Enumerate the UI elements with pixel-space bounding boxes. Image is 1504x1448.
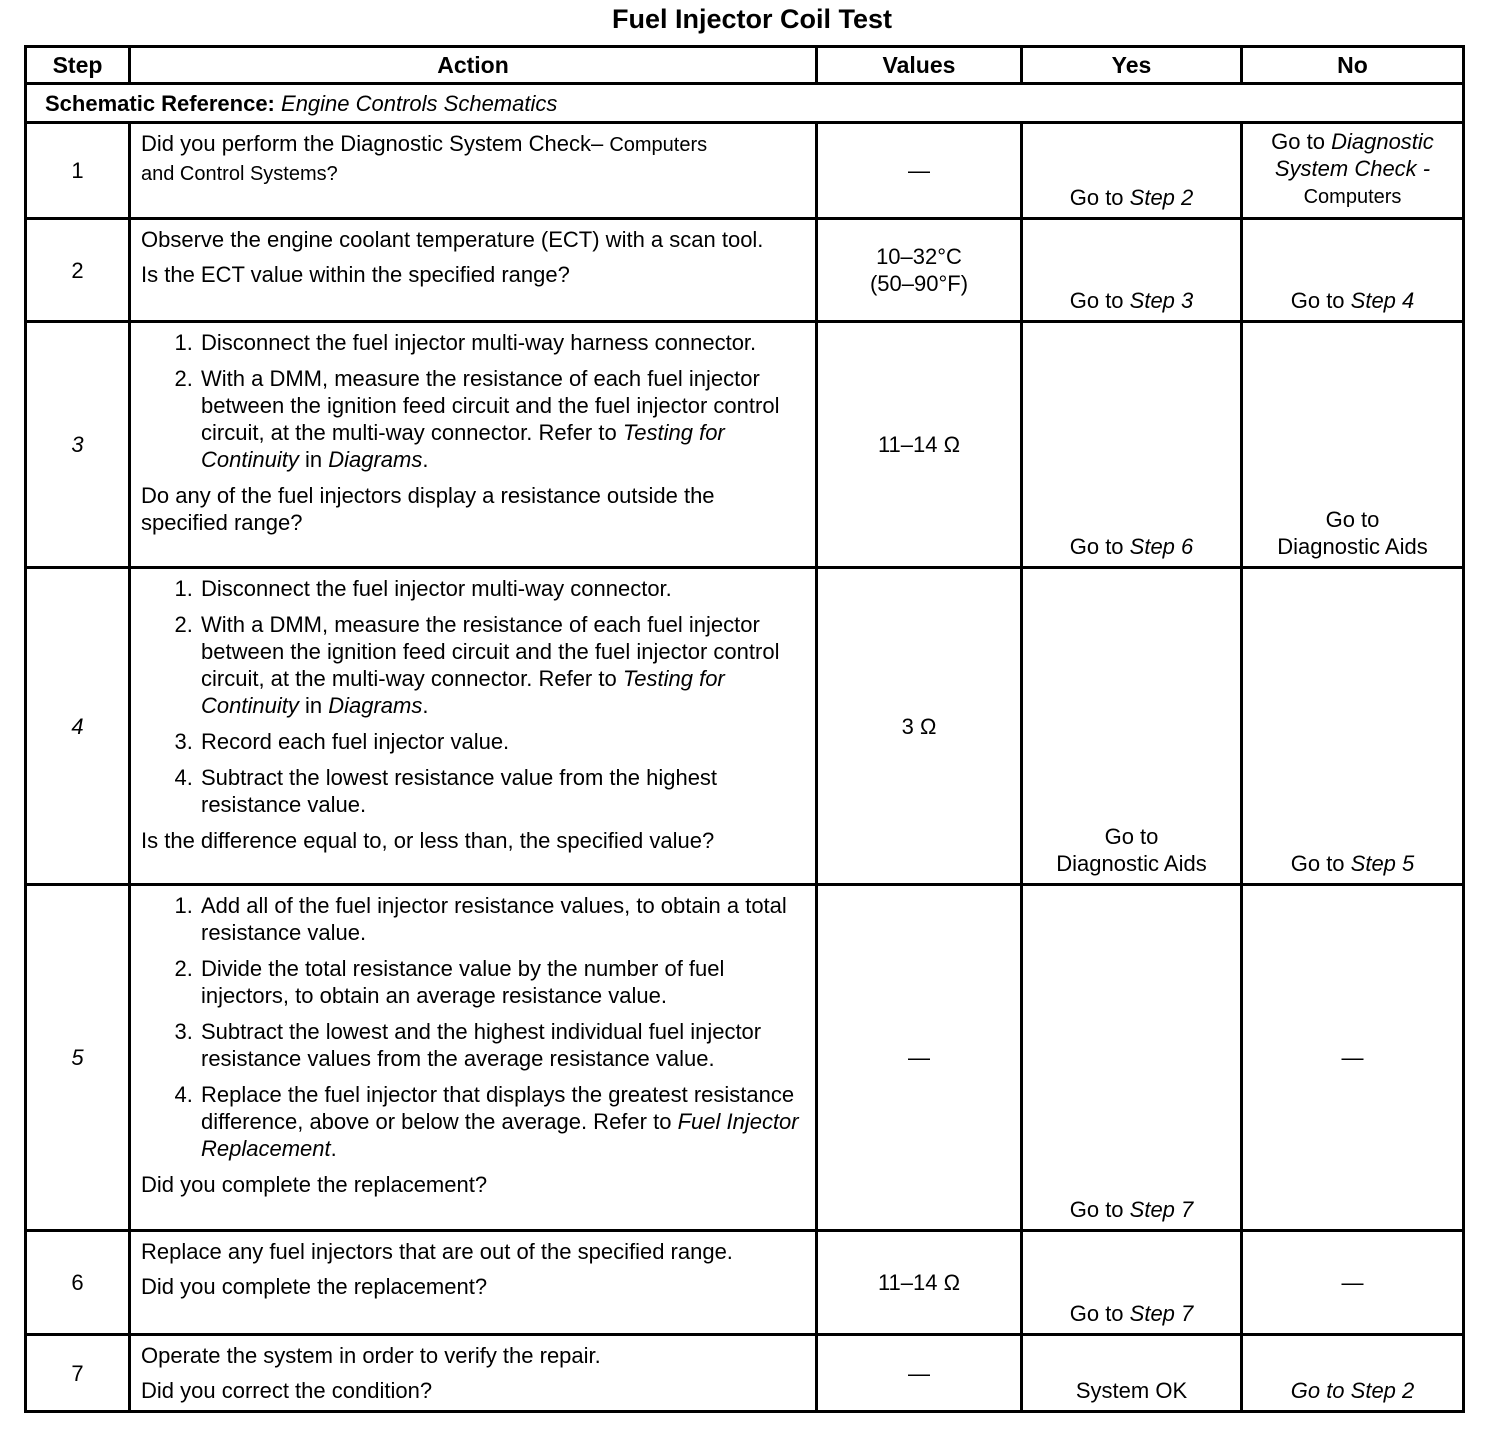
no-link[interactable]: Step 5 [1350,851,1415,876]
instruction-list [141,575,805,818]
no-cell [1242,1335,1464,1412]
schematic-link[interactable]: Engine Controls Schematics [281,90,558,116]
action-cell [130,885,817,1231]
header-action: Action [130,47,817,84]
list-item: 1. Add all of the fuel injector resistance values, to obtain a total resistance value. [199,892,805,946]
action-question: Is the difference equal to, or less than, the specified value? [141,828,715,853]
step-number: 4 [26,568,130,885]
step-number: 2 [26,219,130,322]
value-cell [817,219,1022,322]
yes-prefix: Go to [1069,288,1130,313]
reference-link[interactable]: Diagrams [328,447,423,472]
value-cell: — [817,123,1022,219]
table-row [26,322,1464,568]
schematic-label: Schematic Reference: [45,90,275,116]
value-cell: 11–14 Ω [817,322,1022,568]
action-text: Did you perform the Diagnostic System Check– [141,131,610,156]
action-cell [130,123,817,219]
yes-link[interactable]: Step 7 [1129,1197,1194,1222]
instruction-list [141,329,805,473]
header-no: No [1242,47,1464,84]
action-cell [130,1335,817,1412]
step-number: 3 [26,322,130,568]
action-question: Did you complete the replacement? [141,1172,488,1197]
table-row [26,1335,1464,1412]
list-item: 2. Divide the total resistance value by the number of fuel injectors, to obtain an average resistance value. [199,955,805,1009]
no-line: Go to [1325,507,1380,532]
list-item: 1. Disconnect the fuel injector multi-way connector. [199,575,805,602]
step-number: 7 [26,1335,130,1412]
header-step: Step [26,47,130,84]
action-text: Operate the system in order to verify the repair. [141,1343,601,1368]
list-item: 3. Record each fuel injector value. [199,728,805,755]
yes-prefix: Go to [1069,185,1130,210]
no-cell [1242,219,1464,322]
action-question: Do any of the fuel injectors display a resistance outside the specified range? [141,483,715,535]
yes-cell [1022,885,1242,1231]
yes-link[interactable]: Step 7 [1129,1301,1194,1326]
no-prefix: Go to [1290,288,1351,313]
action-text-small: Computers [609,134,708,156]
action-text: Replace any fuel injectors that are out of the specified range. [141,1239,733,1264]
value-cell: 3 Ω [817,568,1022,885]
no-cell [1242,322,1464,568]
no-link[interactable]: Go to Step 2 [1290,1378,1415,1403]
no-cell: — [1242,1231,1464,1335]
header-values: Values [817,47,1022,84]
reference-link[interactable]: Fuel Injector Replacement [201,1109,799,1161]
no-text-small: Computers [1303,186,1402,208]
yes-cell [1022,1231,1242,1335]
yes-prefix: Go to [1069,1197,1130,1222]
action-text: Observe the engine coolant temperature (ECT) with a scan tool. [141,227,764,252]
list-item: 1. Disconnect the fuel injector multi-way harness connector. [199,329,805,356]
yes-link[interactable]: Diagnostic Aids [1056,851,1207,876]
no-prefix: Go to [1271,129,1332,154]
no-link[interactable]: Diagnostic Aids [1277,534,1428,559]
no-prefix: Go to [1290,851,1351,876]
list-item: 2. With a DMM, measure the resistance of each fuel injector between the ignition feed circuit and the fuel injector control circuit, at the multi-way connector. Refer to Testing for Continuity in Diagrams. [199,611,805,719]
yes-cell [1022,123,1242,219]
yes-link[interactable]: Step 6 [1129,534,1194,559]
schematic-reference [26,84,1464,123]
list-item: 4. Replace the fuel injector that displays the greatest resistance difference, above or below the average. Refer to Fuel Injector Replacement. [199,1081,805,1162]
action-question: Did you complete the replacement? [141,1274,488,1299]
action-cell [130,219,817,322]
yes-prefix: Go to [1069,534,1130,559]
table-row [26,885,1464,1231]
instruction-list [141,892,805,1162]
no-cell [1242,123,1464,219]
header-row [26,47,1464,84]
yes-link[interactable]: Step 2 [1129,185,1194,210]
action-cell [130,322,817,568]
no-link[interactable]: Diagnostic System Check - [1274,129,1434,181]
table-row [26,123,1464,219]
value-cell: — [817,885,1022,1231]
schematic-row [26,84,1464,123]
step-number: 6 [26,1231,130,1335]
header-yes: Yes [1022,47,1242,84]
table-row [26,219,1464,322]
list-item: 4. Subtract the lowest resistance value from the highest resistance value. [199,764,805,818]
action-question: Did you correct the condition? [141,1378,433,1403]
reference-link[interactable]: Diagrams [328,693,423,718]
table-row [26,1231,1464,1335]
action-question: Is the ECT value within the specified range? [141,262,570,287]
yes-cell: System OK [1022,1335,1242,1412]
no-cell [1242,568,1464,885]
yes-link[interactable]: Step 3 [1129,288,1194,313]
action-cell [130,568,817,885]
reference-link[interactable]: Testing for Continuity [201,666,725,718]
yes-cell [1022,219,1242,322]
list-item: 3. Subtract the lowest and the highest individual fuel injector resistance values from the average resistance value. [199,1018,805,1072]
reference-link[interactable]: Testing for Continuity [201,420,725,472]
yes-cell [1022,322,1242,568]
list-item: 2. With a DMM, measure the resistance of each fuel injector between the ignition feed circuit and the fuel injector control circuit, at the multi-way connector. Refer to Testing for Continuity in Diagrams. [199,365,805,473]
diagnostic-table [24,45,1465,1413]
step-number: 5 [26,885,130,1231]
table-row [26,568,1464,885]
yes-prefix: Go to [1069,1301,1130,1326]
step-number: 1 [26,123,130,219]
value-line: (50–90°F) [869,271,969,296]
value-cell: — [817,1335,1022,1412]
value-line: 10–32°C [876,244,962,269]
action-cell [130,1231,817,1335]
action-text-small: and Control Systems? [141,163,338,185]
no-cell: — [1242,885,1464,1231]
yes-line: Go to [1104,824,1159,849]
value-cell: 11–14 Ω [817,1231,1022,1335]
yes-cell [1022,568,1242,885]
page-title: Fuel Injector Coil Test [611,4,893,34]
no-link[interactable]: Step 4 [1350,288,1415,313]
